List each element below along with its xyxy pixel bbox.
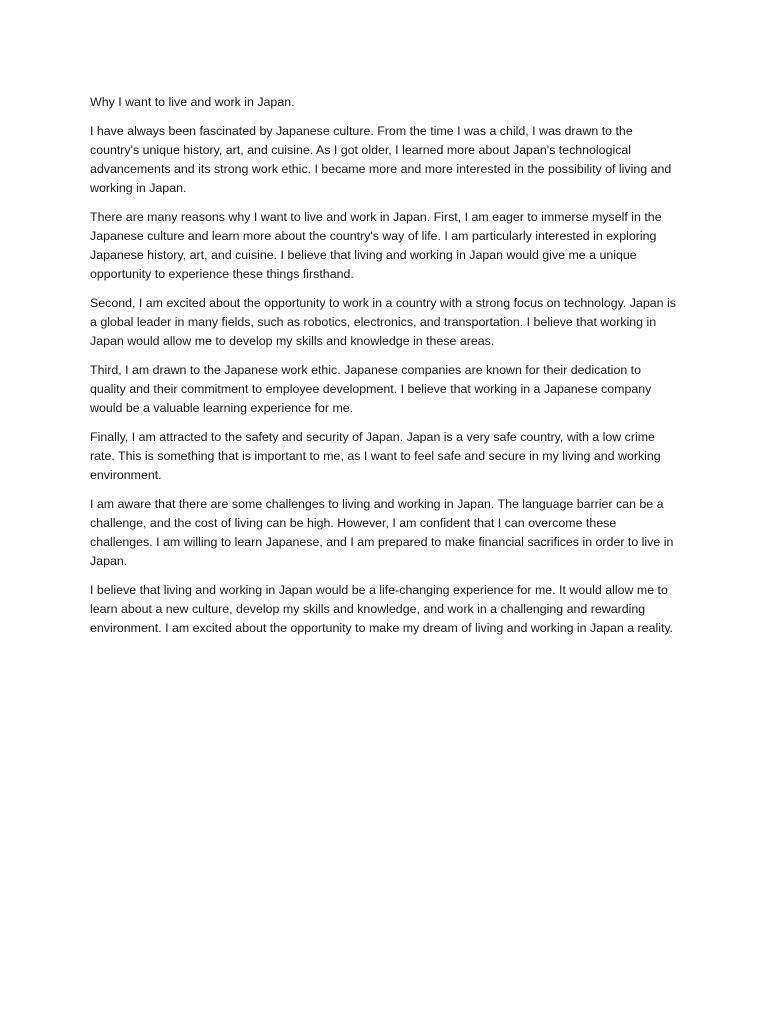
paragraph-challenges: I am aware that there are some challenges to living and working in Japan. The language barrier can be a challenge, and the cost of living can be high. However, I am confident that I can overcome these challenges. I am willing to learn Japanese, and I am prepared to make financial sacrifices in order to live in Japan. <box>90 497 674 568</box>
paragraph-technology: Second, I am excited about the opportunity to work in a country with a strong focus on technology. Japan is a global leader in many fields, such as robotics, electronics, and transportation. I believe that working in Japan would allow me to develop my skills and knowledge in these areas. <box>90 296 676 348</box>
paragraph-reasons: There are many reasons why I want to live and work in Japan. First, I am eager to immerse myself in the Japanese culture and learn more about the country's way of life. I am particularly interested in exploring Japanese history, art, and cuisine. I believe that living and working in Japan would give me a unique opportunity to experience these things firsthand. <box>90 210 662 281</box>
document-title: Why I want to live and work in Japan. <box>90 95 295 109</box>
paragraph-intro: I have always been fascinated by Japanese culture. From the time I was a child, I was drawn to the country's unique history, art, and cuisine. As I got older, I learned more about Japan's technological advancements and its strong work ethic. I became more and more interested in the possibility of living and working in Japan. <box>90 124 672 195</box>
paragraph-work-ethic: Third, I am drawn to the Japanese work ethic. Japanese companies are known for their dedication to quality and their commitment to employee development. I believe that working in a Japanese company would be a valuable learning experience for me. <box>90 363 652 415</box>
paragraph-conclusion: I believe that living and working in Japan would be a life-changing experience for me. It would allow me to learn about a new culture, develop my skills and knowledge, and work in a challenging and rewarding environment. I am excited about the opportunity to make my dream of living and working in Japan a reality. <box>90 583 674 635</box>
paragraph-safety: Finally, I am attracted to the safety and security of Japan. Japan is a very safe country, with a low crime rate. This is something that is important to me, as I want to feel safe and secure in my living and working environment. <box>90 430 661 482</box>
document-body <box>90 93 680 648</box>
